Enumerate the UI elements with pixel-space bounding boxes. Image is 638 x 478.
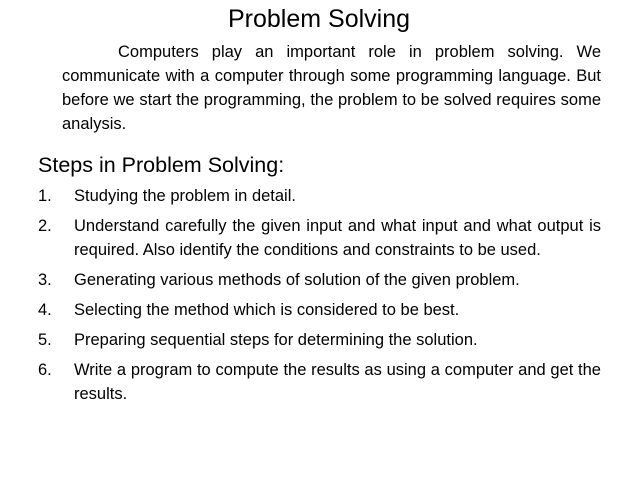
list-item bbox=[38, 214, 601, 262]
step-text: Understand carefully the given input and what input and what output is required. Also identify the conditions and constraints to be used. bbox=[74, 217, 601, 259]
intro-paragraph: Computers play an important role in problem solving. We communicate with a computer through some programming language. But before we start the programming, the problem to be solved requires some analysis. bbox=[62, 43, 601, 133]
list-item bbox=[38, 184, 601, 208]
steps-heading: Steps in Problem Solving: bbox=[38, 153, 285, 177]
step-text: Write a program to compute the results as using a computer and get the results. bbox=[74, 361, 601, 403]
list-item bbox=[38, 358, 601, 406]
step-text: Studying the problem in detail. bbox=[74, 187, 296, 205]
slide-title: Problem Solving bbox=[227, 5, 411, 33]
step-number: 6. bbox=[38, 361, 52, 379]
step-number: 1. bbox=[38, 187, 52, 205]
list-item bbox=[38, 298, 601, 322]
step-number: 2. bbox=[38, 217, 52, 235]
step-number: 5. bbox=[38, 331, 52, 349]
step-number: 3. bbox=[38, 271, 52, 289]
list-item bbox=[38, 328, 601, 352]
list-item bbox=[38, 268, 601, 292]
step-text: Selecting the method which is considered to be best. bbox=[74, 301, 460, 319]
step-text: Preparing sequential steps for determining the solution. bbox=[74, 331, 478, 349]
step-number: 4. bbox=[38, 301, 52, 319]
step-text: Generating various methods of solution of the given problem. bbox=[74, 271, 520, 289]
steps-list bbox=[38, 184, 601, 412]
